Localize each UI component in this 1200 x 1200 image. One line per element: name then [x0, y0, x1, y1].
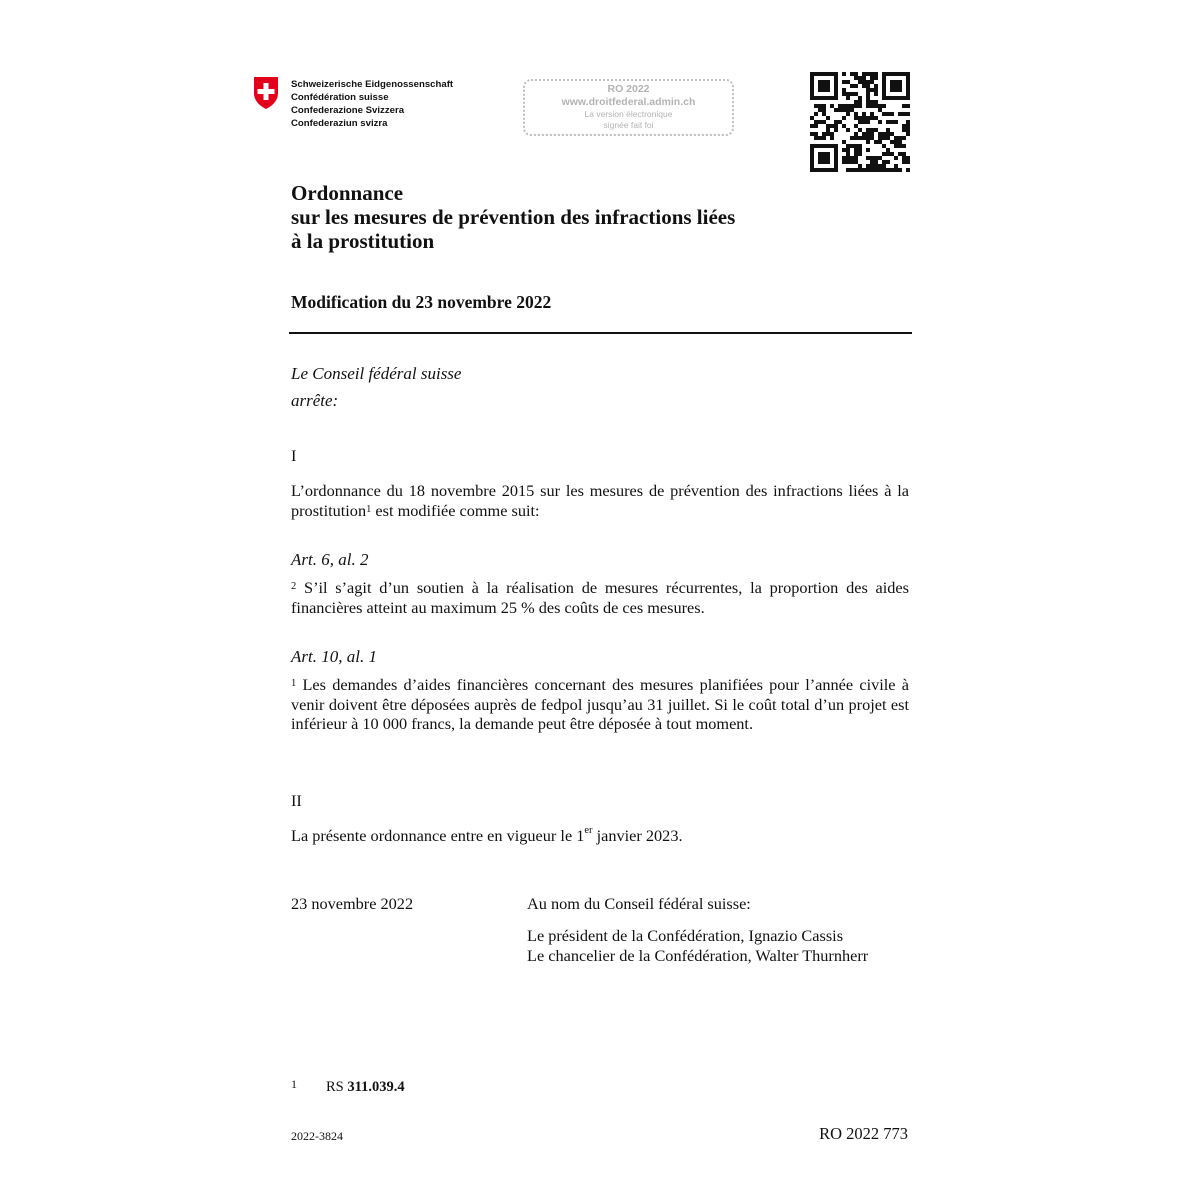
confederation-name-de: Schweizerische Eidgenossenschaft [291, 79, 454, 90]
art-6-heading: Art. 6, al. 2 [291, 550, 369, 569]
footnote-number: 1 [291, 1077, 297, 1091]
intro-text-end: est modifiée comme suit: [371, 500, 540, 520]
electronic-version-stamp [523, 79, 734, 136]
title-line-1: Ordonnance [291, 181, 404, 205]
footnote-text [326, 1079, 405, 1096]
section-i-label: I [291, 446, 297, 465]
modification-date-heading: Modification du 23 novembre 2022 [291, 292, 552, 312]
art-10-heading: Art. 10, al. 1 [291, 647, 377, 666]
title-divider [289, 332, 912, 334]
title-line-2: sur les mesures de prévention des infractions liées [291, 205, 736, 229]
title-line-3: à la prostitution [291, 229, 435, 253]
art-10-body: Les demandes d’aides financières concernant des mesures planifiées pour l’année civile à venir doivent être déposées auprès de fedpol jusqu’au 31 juillet. Si le coût total d’un projet est inférieur à 10 000 francs, la demande peut être déposée à tout moment. [291, 675, 909, 733]
stamp-ro-year: RO 2022 [607, 83, 650, 95]
paragraph-number: 2 [291, 581, 297, 592]
document-number: 2022-3824 [291, 1129, 343, 1143]
footnote-sr-number: 311.039.4 [347, 1079, 405, 1095]
entry-text: La présente ordonnance entre en vigueur le 1 [291, 826, 585, 845]
section-i-intro [291, 481, 909, 520]
qr-code-icon [810, 72, 910, 172]
art-6-body: S’il s’agit d’un soutien à la réalisation de mesures récurrentes, la proportion des aides financières atteint au maximum 25 % des coûts de ces mesures. [291, 578, 909, 617]
chancellor-signature: Le chancelier de la Confédération, Walter Thurnherr [527, 946, 869, 965]
entry-text-end: janvier 2023. [592, 826, 683, 845]
president-signature: Le président de la Confédération, Ignazio Cassis [527, 926, 844, 945]
intro-text: L’ordonnance du 18 novembre 2015 sur les mesures de prévention des infractions liées à la prostitution [291, 481, 909, 520]
footnote-prefix: RS [326, 1079, 348, 1095]
on-behalf-of: Au nom du Conseil fédéral suisse: [527, 894, 751, 913]
official-compilation-ref: RO 2022 773 [819, 1124, 908, 1143]
preamble-issuer: Le Conseil fédéral suisse [291, 364, 462, 383]
art-6-text [291, 578, 909, 617]
signature-date: 23 novembre 2022 [291, 894, 414, 913]
ordinal-suffix: er [584, 825, 593, 836]
preamble-decrees: arrête: [291, 391, 339, 410]
footnote-ref: 1 [366, 503, 372, 515]
confederation-name-fr: Confédération suisse [291, 92, 389, 103]
stamp-authority-line2: signée fait foi [603, 120, 654, 130]
art-10-text [291, 675, 909, 734]
section-ii-label: II [291, 791, 302, 810]
stamp-authority-line1: La version électronique [584, 109, 673, 119]
swiss-cross-emblem-icon [252, 76, 280, 110]
confederation-name-it: Confederazione Svizzera [291, 105, 405, 116]
entry-into-force [291, 826, 683, 846]
stamp-website: www.droitfederal.admin.ch [561, 96, 696, 108]
paragraph-number: 1 [291, 678, 297, 689]
confederation-name-rm: Confederaziun svizra [291, 118, 388, 129]
